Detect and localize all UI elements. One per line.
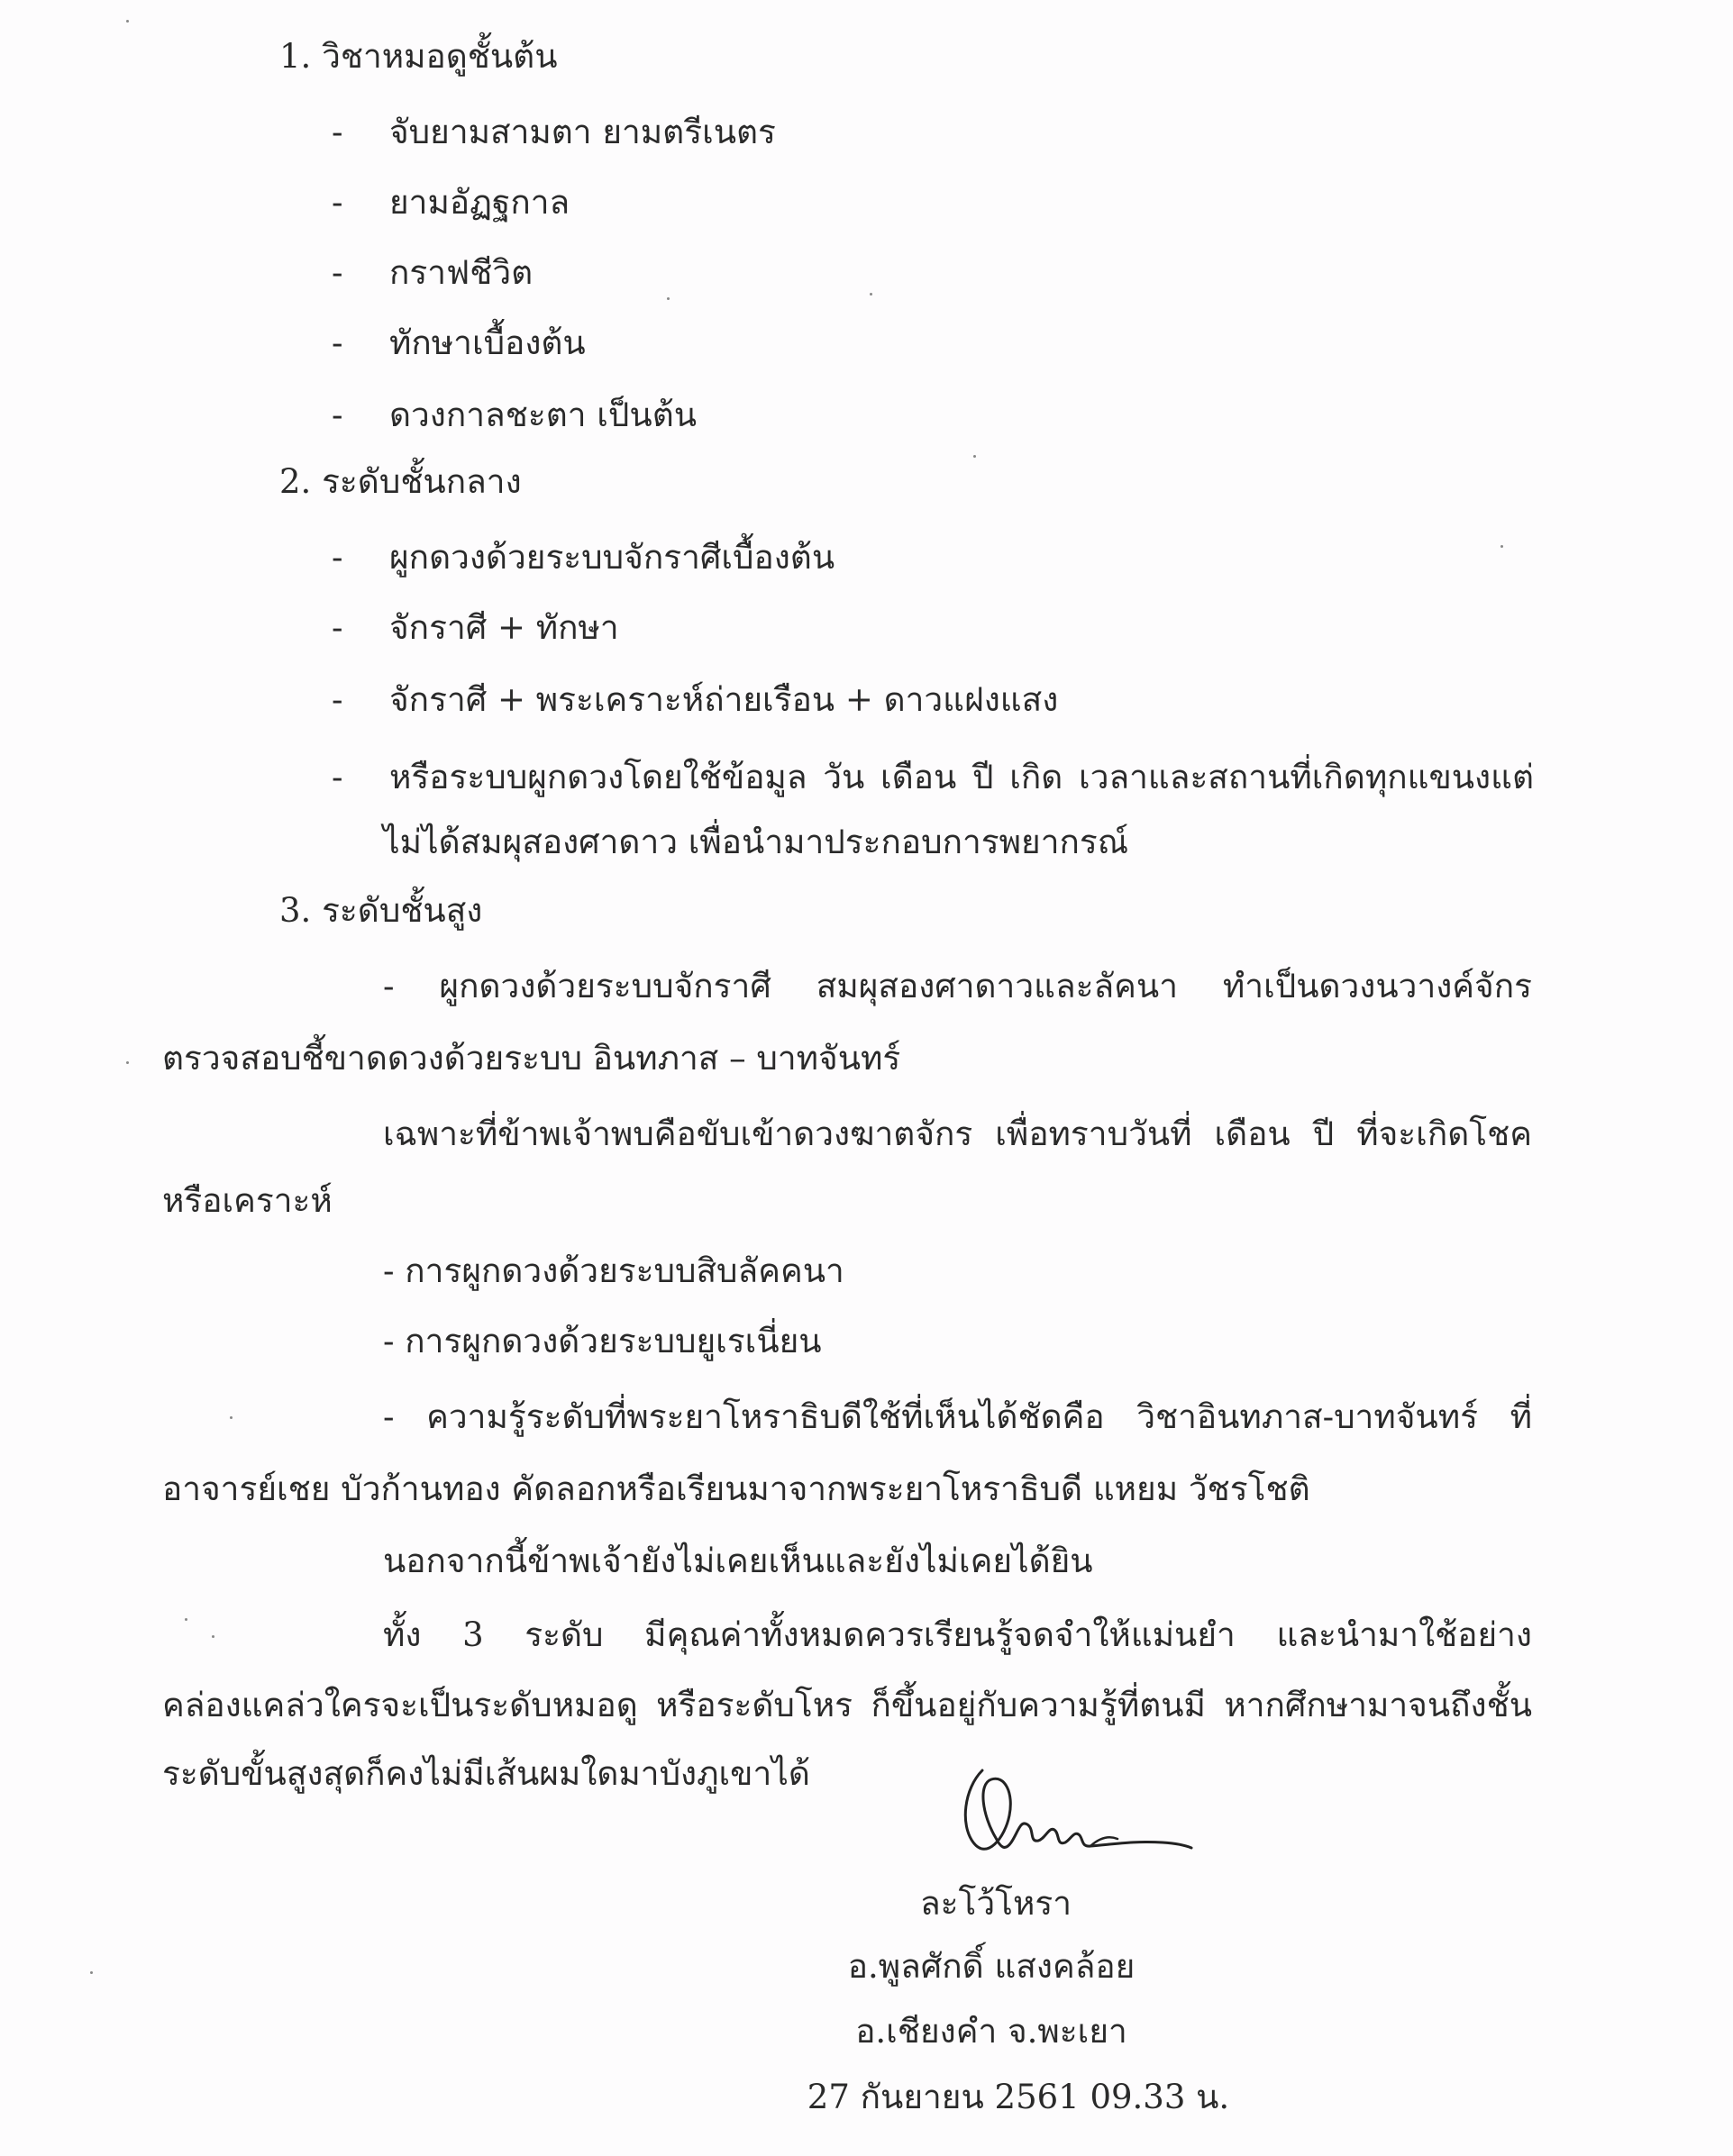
scan-speck [230, 1416, 233, 1419]
bullet-dash: - [332, 253, 343, 292]
scan-speck [126, 1061, 129, 1064]
section-2-item-4: หรือระบบผูกดวงโดยใช้ข้อมูล วัน เดือน ปี เกิด เวลาและสถานที่เกิดทุกแขนงแต่ [389, 758, 1534, 796]
section-3-para-2-line-1: เฉพาะที่ข้าพเจ้าพบคือขับเข้าดวงฆาตจักร เพื่อทราบวันที่ เดือน ปี ที่จะเกิดโชค [383, 1114, 1532, 1153]
closing-farewell: ละโว้โหรา [919, 1884, 1072, 1923]
section-3-para-5-line-2: คล่องแคล่วใครจะเป็นระดับหมอดู หรือระดับโหร ก็ขึ้นอยู่กับความรู้ที่ตนมี หากศึกษามาจนถึงชั้น [162, 1686, 1532, 1724]
bullet-dash: - [332, 323, 343, 362]
section-1-heading: 1. วิชาหมอดูชั้นต้น [279, 37, 558, 76]
section-3-para-2-line-2: หรือเคราะห์ [162, 1181, 333, 1220]
section-3-item-b: - การผูกดวงด้วยระบบยูเรเนี่ยน [383, 1322, 822, 1360]
section-1-item-4: ทักษาเบื้องต้น [389, 323, 586, 362]
scan-speck [90, 1971, 93, 1974]
bullet-dash: - [332, 183, 343, 222]
section-3-para-4: นอกจากนี้ข้าพเจ้ายังไม่เคยเห็นและยังไม่เคยได้ยิน [383, 1542, 1093, 1580]
bullet-dash: - [332, 680, 343, 719]
section-3-heading: 3. ระดับชั้นสูง [279, 891, 483, 930]
section-3-para-5-line-3: ระดับขั้นสูงสุดก็คงไม่มีเส้นผมใดมาบังภูเขาได้ [162, 1754, 810, 1793]
section-2-item-2: จักราศี + ทักษา [389, 608, 619, 647]
section-3-para-3-line-2: อาจารย์เชย บัวก้านทอง คัดลอกหรือเรียนมาจากพระยาโหราธิบดี แหยม วัชรโชติ [162, 1469, 1310, 1508]
section-2-item-4-continuation: ไม่ได้สมผุสองศาดาว เพื่อนำมาประกอบการพยากรณ์ [383, 823, 1129, 861]
bullet-dash: - [332, 113, 343, 151]
section-3-para-3-line-1: - ความรู้ระดับที่พระยาโหราธิบดีใช้ที่เห็นได้ชัดคือ วิชาอินทภาส-บาทจันทร์ ที่ [383, 1397, 1532, 1436]
bullet-dash: - [332, 608, 343, 647]
bullet-dash: - [332, 396, 343, 434]
scan-speck [667, 297, 670, 300]
section-3-para-1-line-2: ตรวจสอบชี้ขาดดวงด้วยระบบ อินทภาส – บาทจันทร์ [162, 1039, 901, 1078]
scan-speck [870, 293, 872, 296]
section-2-item-1: ผูกดวงด้วยระบบจักราศีเบื้องต้น [389, 538, 835, 577]
section-1-item-2: ยามอัฏฐกาล [389, 183, 570, 222]
scan-speck [1500, 545, 1503, 548]
section-2-heading: 2. ระดับชั้นกลาง [279, 462, 522, 501]
section-1-item-5: ดวงกาลชะตา เป็นต้น [389, 396, 698, 434]
closing-datetime: 27 กันยายน 2561 09.33 น. [807, 2078, 1230, 2116]
scan-speck [973, 455, 976, 458]
section-3-para-5-line-1: ทั้ง 3 ระดับ มีคุณค่าทั้งหมดควรเรียนรู้จดจำให้แม่นยำ และนำมาใช้อย่าง [383, 1615, 1532, 1654]
section-1-item-3: กราฟชีวิต [389, 253, 534, 292]
bullet-dash: - [332, 758, 343, 796]
section-1-item-1: จับยามสามตา ยามตรีเนตร [389, 113, 776, 151]
scan-speck [126, 20, 129, 23]
section-3-para-1-line-1: - ผูกดวงด้วยระบบจักราศี สมผุสองศาดาวและลัคนา ทำเป็นดวงนวางค์จักร [383, 967, 1532, 1005]
closing-author-name: อ.พูลศักดิ์ แสงคล้อย [847, 1947, 1136, 1986]
scan-speck [212, 1635, 214, 1638]
section-2-item-3: จักราศี + พระเคราะห์ถ่ายเรือน + ดาวแฝงแสง [389, 680, 1059, 719]
section-3-item-a: - การผูกดวงด้วยระบบสิบลัคคนา [383, 1251, 844, 1290]
closing-location: อ.เชียงคำ จ.พะเยา [855, 2012, 1127, 2051]
bullet-dash: - [332, 538, 343, 577]
signature-icon [955, 1752, 1208, 1869]
scan-speck [185, 1618, 187, 1621]
